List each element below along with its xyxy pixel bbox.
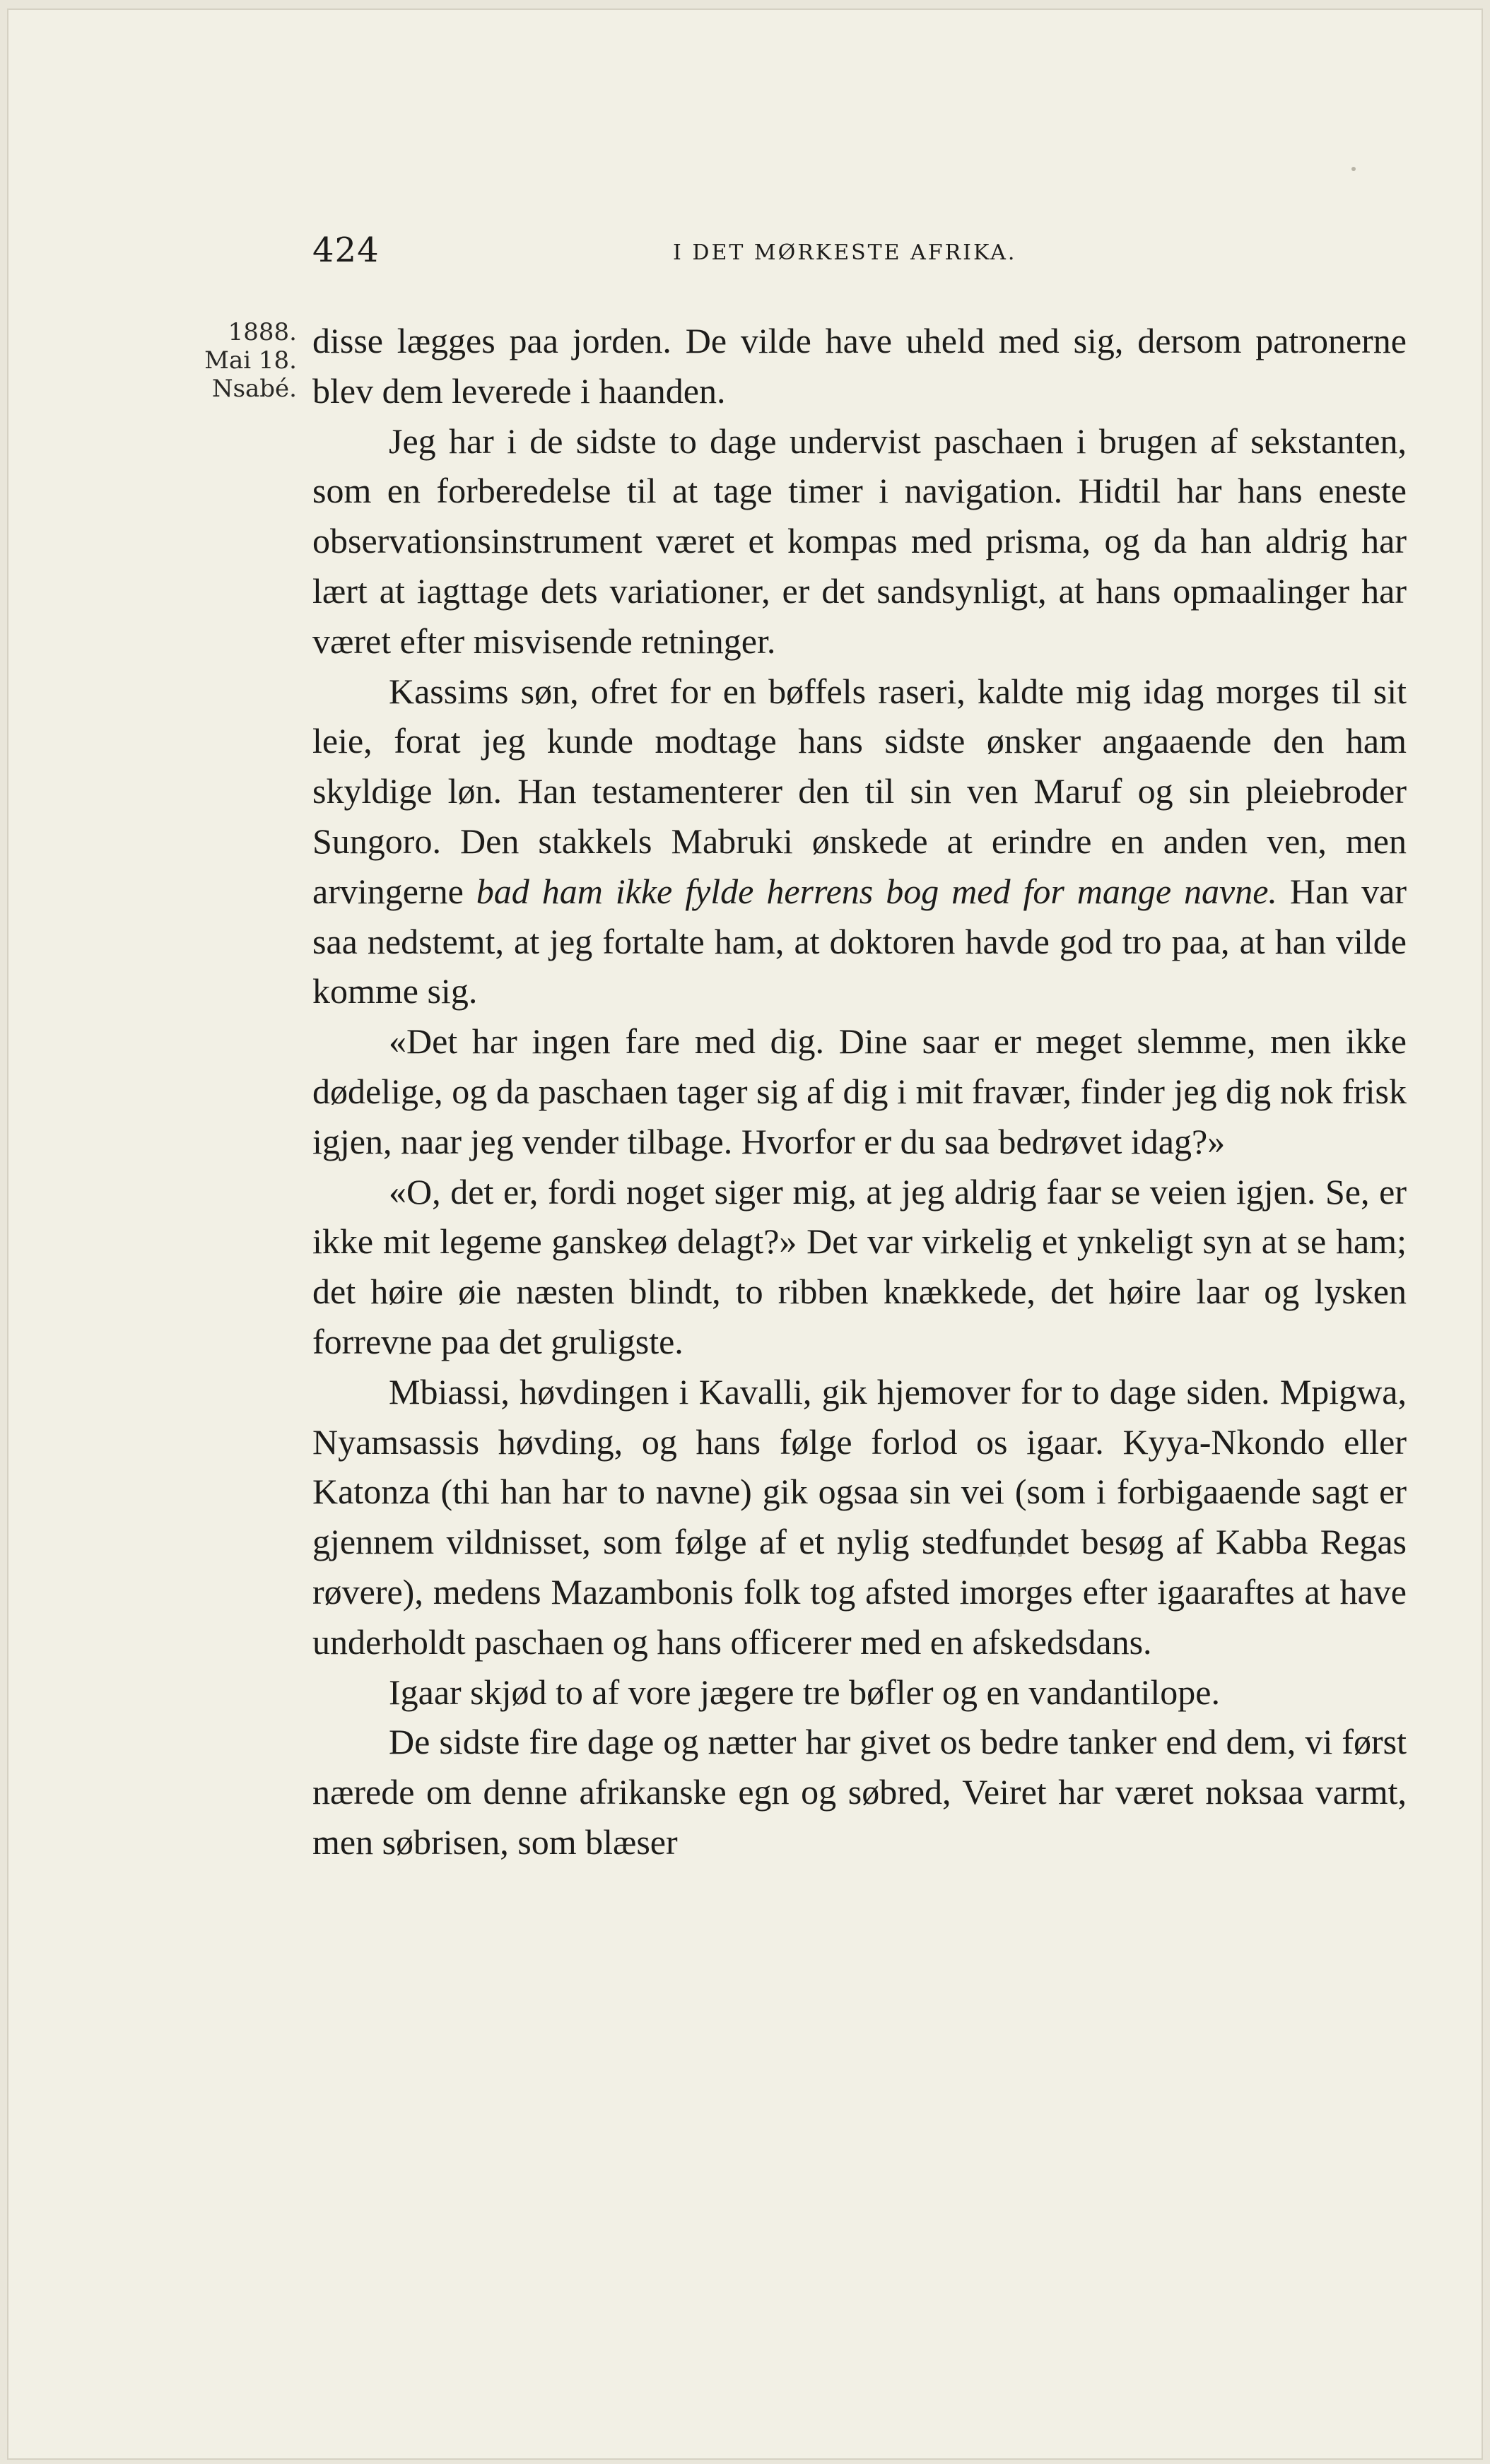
paragraph-8: De sidste fire dage og nætter har givet os bedre tanker end dem, vi først nærede om denne afrikanske egn og søbred, Veiret har været noksaa varmt, men søbrisen, som blæser (312, 1722, 1407, 1862)
paragraph-3-italic-quote: bad ham ikke fylde herrens bog med for mange navne. (476, 871, 1277, 911)
margin-note (127, 318, 297, 403)
margin-place: Nsabé. (211, 375, 297, 403)
paragraph-6: Mbiassi, høvdingen i Kavalli, gik hjemover for to dage siden. Mpigwa, Nyamsassis høvding, og hans følge forlod os igaar. Kyya-Nkondo eller Katonza (thi han har to navne) gik ogsaa sin vei (som i forbigaaende sagt er gjennem vildnisset, som følge af et nylig stedfundet besøg af Kabba Regas røvere), medens Mazambonis folk tog afsted imorges efter igaaraftes at have underholdt paschaen og hans officerer med en afskedsdans. (312, 1371, 1407, 1662)
page-number: 424 (312, 230, 380, 270)
paragraph-4: «Det har ingen fare med dig. Dine saar er meget slemme, men ikke dødelige, og da paschaen tager sig af dig i mit fravær, finder jeg dig nok frisk igjen, naar jeg vender tilbage. Hvorfor er du saa bedrøvet idag?» (312, 1021, 1407, 1161)
paragraph-3-text: Kassims søn, ofret for en bøffels raseri, kaldte mig idag morges til sit leie, forat jeg kunde modtage hans sidste ønsker angaaende den ham skyldige løn. Han testamenterer den til sin ven Maruf og sin pleiebroder Sungoro. Den stakkels Mabruki ønskede at erindre en anden ven, men arvingerne (312, 671, 1407, 911)
paper-speck (1351, 167, 1356, 171)
paragraph-1: disse lægges paa jorden. De vilde have uheld med sig, dersom patronerne blev dem leverede i haanden. (312, 321, 1407, 411)
margin-date: Mai 18. (204, 346, 297, 375)
paragraph-2: Jeg har i de sidste to dage undervist paschaen i brugen af sekstanten, som en forberedelse til at tage timer i navigation. Hidtil har hans eneste observationsinstrument været et kompas med prisma, og da han aldrig har lært at iagttage dets variationer, er det sandsynligt, at hans opmaalinger har været efter misvisende retninger. (312, 421, 1407, 661)
running-head (305, 225, 1408, 281)
paragraph-7: Igaar skjød to af vore jægere tre bøfler og en vandantilope. (389, 1672, 1220, 1712)
paragraph-3 (312, 667, 1407, 1017)
paragraph-3-text-end: Han var saa nedstemt, at jeg fortalte ham, at doktoren havde god tro paa, at han vilde komme sig. (312, 871, 1407, 1011)
body-text (312, 316, 1407, 1867)
paragraph-5: «O, det er, fordi noget siger mig, at jeg aldrig faar se veien igjen. Se, er ikke mit legeme ganskeø delagt?» Det var virkelig et ynkeligt syn at se ham; det høire øie næsten blindt, to ribben knækkede, det høire laar og lysken forrevne paa det gruligste. (312, 1171, 1407, 1361)
margin-year: 1888. (228, 318, 297, 346)
header-title: I DET MØRKESTE AFRIKA. (673, 240, 1017, 265)
